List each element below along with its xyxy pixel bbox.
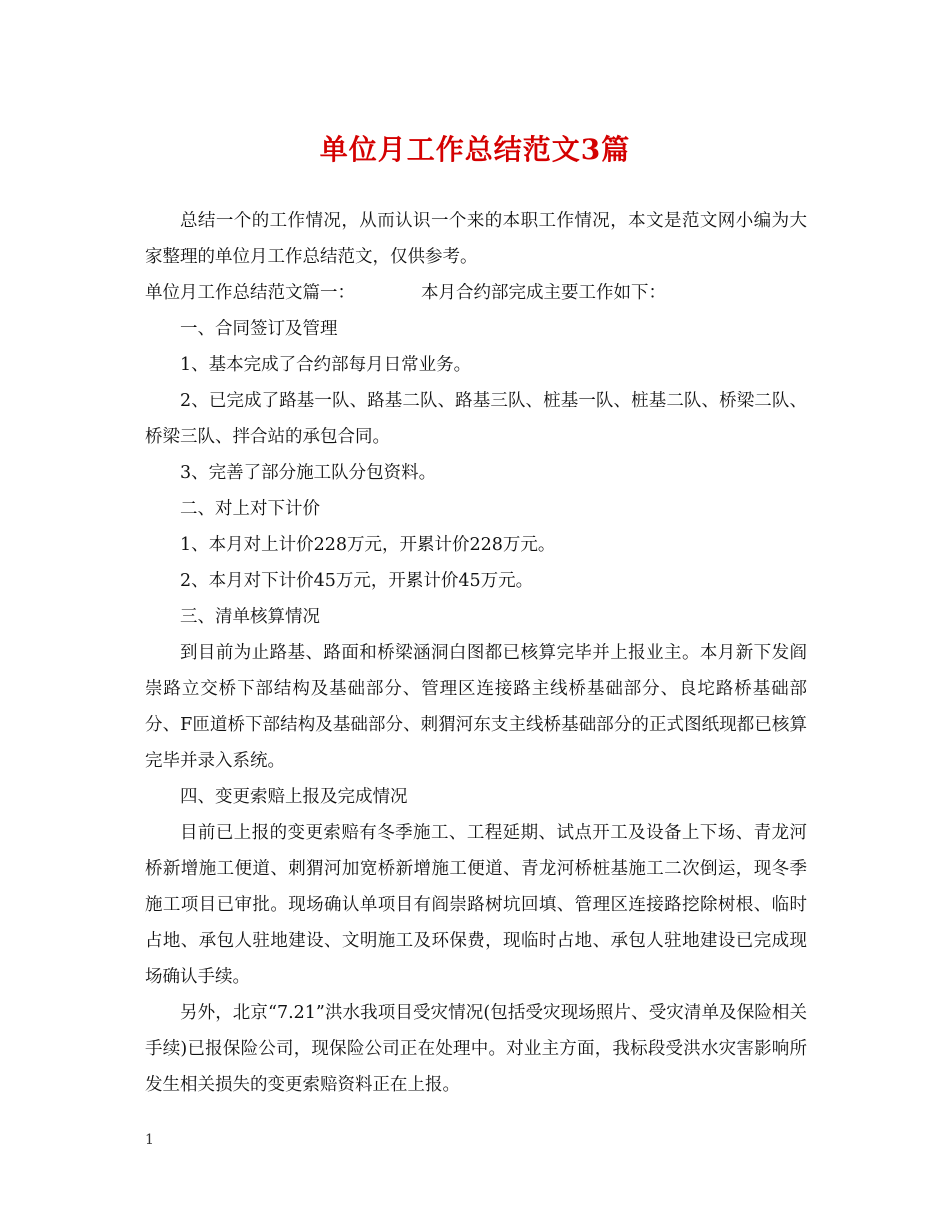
section-4-extra: 另外，北京“7.21”洪水我项目受灾情况(包括受灾现场照片、受灾清单及保险相关手续)已报保险公司，现保险公司正在处理中。对业主方面，我标段受洪水灾害影响所发生相关损失的变更索赔资料正在上报。 [145,1003,807,1095]
section-3-body: 到目前为止路基、路面和桥梁涵洞白图都已核算完毕并上报业主。本月新下发阎崇路立交桥下部结构及基础部分、管理区连接路主线桥基础部分、良坨路桥基础部分、F匝道桥下部结构及基础部分、刺猬河东支主线桥基础部分的正式图纸现都已核算完毕并录入系统。 [145,643,807,771]
section-3-heading: 三、清单核算情况 [180,607,320,627]
section-1-heading: 一、合同签订及管理 [180,319,338,339]
document-body [145,203,807,1103]
article-heading [145,275,807,311]
document-title: 单位月工作总结范文3篇 [319,133,631,166]
article-lead: 本月合约部完成主要工作如下： [421,283,666,303]
section-2-item-1: 1、本月对上计价228万元，开累计价228万元。 [180,535,556,555]
article-label: 单位月工作总结范文篇一： [145,283,355,303]
section-4-heading: 四、变更索赔上报及完成情况 [180,787,408,807]
section-2-item-2: 2、本月对下计价45万元，开累计价45万元。 [180,571,534,591]
section-1-item-3: 3、完善了部分施工队分包资料。 [180,463,437,483]
section-4-body: 目前已上报的变更索赔有冬季施工、工程延期、试点开工及设备上下场、青龙河桥新增施工便道、刺猬河加宽桥新增施工便道、青龙河桥桩基施工二次倒运，现冬季施工项目已审批。现场确认单项目有阎崇路树坑回填、管理区连接路挖除树根、临时占地、承包人驻地建设、文明施工及环保费，现临时占地、承包人驻地建设已完成现场确认手续。 [145,823,807,987]
section-1-item-2: 2、已完成了路基一队、路基二队、路基三队、桩基一队、桩基二队、桥梁二队、桥梁三队、拌合站的承包合同。 [145,391,807,447]
section-2-heading: 二、对上对下计价 [180,499,320,519]
page-number: 1 [145,1132,154,1148]
section-1-item-1: 1、基本完成了合约部每月日常业务。 [180,355,472,375]
intro-paragraph: 总结一个的工作情况，从而认识一个来的本职工作情况，本文是范文网小编为大家整理的单位月工作总结范文，仅供参考。 [145,211,807,267]
